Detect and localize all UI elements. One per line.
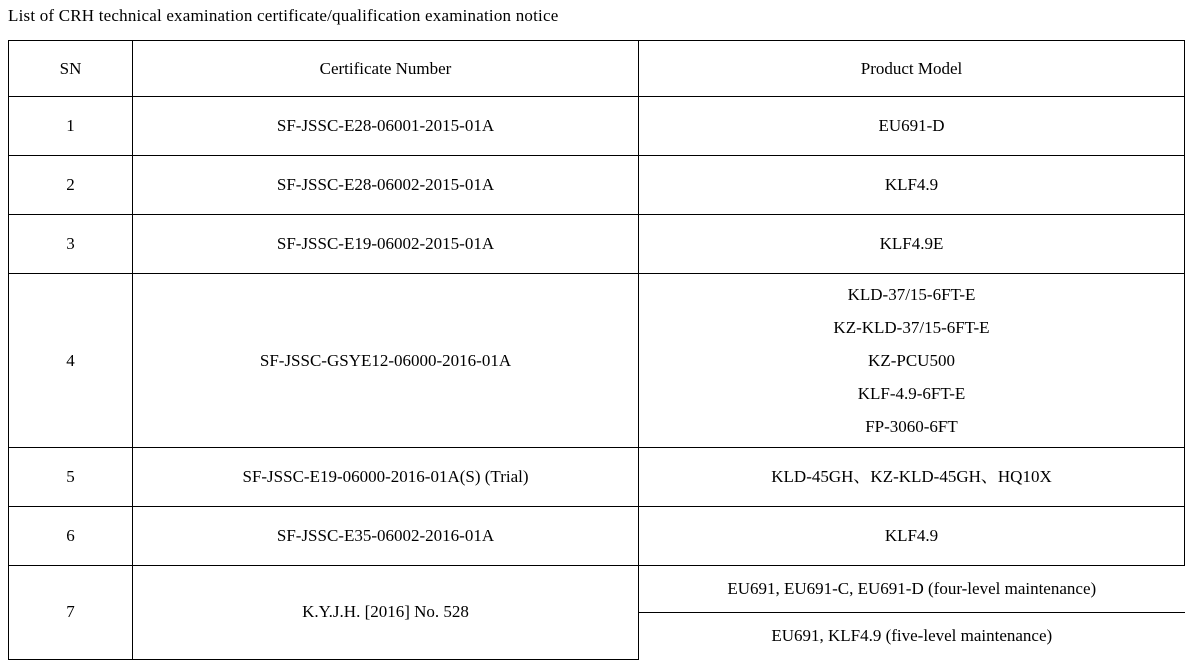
cell-product-model: KLF4.9E — [639, 215, 1185, 274]
column-header-certificate-number: Certificate Number — [133, 41, 639, 97]
table-row — [9, 507, 1185, 566]
product-model-line: EU691, EU691-C, EU691-D (four-level maintenance) — [639, 566, 1185, 613]
cell-sn: 4 — [9, 274, 133, 448]
page-title: List of CRH technical examination certificate/qualification examination notice — [8, 6, 559, 25]
product-model-line: FP-3060-6FT — [865, 417, 958, 436]
cell-certificate-number: SF-JSSC-E35-06002-2016-01A — [133, 507, 639, 566]
product-model-line: EU691, KLF4.9 (five-level maintenance) — [771, 626, 1053, 645]
cell-sn: 7 — [9, 566, 133, 660]
certificate-table — [8, 40, 1185, 660]
cell-product-model — [639, 274, 1185, 448]
cell-sn: 5 — [9, 448, 133, 507]
cell-product-model: EU691-D — [639, 97, 1185, 156]
product-model-line: KZ-PCU500 — [868, 351, 955, 370]
product-model-subrow — [639, 613, 1185, 660]
product-model-subtable — [639, 566, 1185, 659]
column-header-sn: SN — [9, 41, 133, 97]
cell-sn: 2 — [9, 156, 133, 215]
table-row — [9, 97, 1185, 156]
cell-certificate-number: SF-JSSC-E28-06002-2015-01A — [133, 156, 639, 215]
cell-product-model: KLF4.9 — [639, 156, 1185, 215]
table-row — [9, 215, 1185, 274]
cell-certificate-number: K.Y.J.H. [2016] No. 528 — [133, 566, 639, 660]
cell-certificate-number: SF-JSSC-GSYE12-06000-2016-01A — [133, 274, 639, 448]
product-model-line: KZ-KLD-37/15-6FT-E — [833, 318, 990, 337]
cell-product-model: KLF4.9 — [639, 507, 1185, 566]
product-model-subrow — [639, 566, 1185, 613]
cell-sn: 1 — [9, 97, 133, 156]
cell-product-model: KLD-45GH、KZ-KLD-45GH、HQ10X — [639, 448, 1185, 507]
table-row — [9, 566, 1185, 660]
cell-sn: 6 — [9, 507, 133, 566]
table-row — [9, 448, 1185, 507]
table-row — [9, 156, 1185, 215]
cell-certificate-number: SF-JSSC-E19-06000-2016-01A(S) (Trial) — [133, 448, 639, 507]
column-header-product-model: Product Model — [639, 41, 1185, 97]
cell-certificate-number: SF-JSSC-E19-06002-2015-01A — [133, 215, 639, 274]
table-row — [9, 274, 1185, 448]
cell-certificate-number: SF-JSSC-E28-06001-2015-01A — [133, 97, 639, 156]
product-model-line: KLD-37/15-6FT-E — [847, 285, 976, 304]
cell-product-model — [639, 566, 1185, 660]
cell-sn: 3 — [9, 215, 133, 274]
product-model-line: KLF-4.9-6FT-E — [857, 384, 966, 403]
table-header-row — [9, 41, 1185, 97]
certificate-table-container — [8, 40, 1184, 660]
